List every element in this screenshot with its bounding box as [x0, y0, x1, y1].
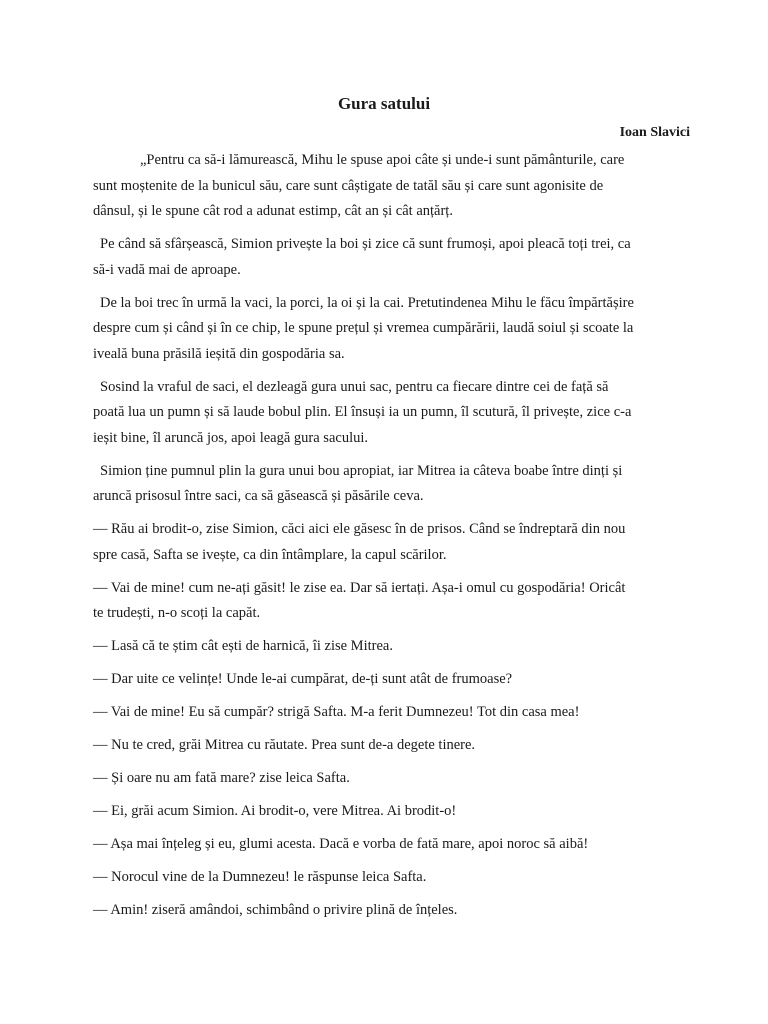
- text-line: — Vai de mine! Eu să cumpăr? strigă Safta. M-a ferit Dumnezeu! Tot din casa mea!: [93, 704, 580, 720]
- paragraph: [93, 375, 678, 452]
- text-line: spre casă, Safta se ivește, ca din întâmplare, la capul scărilor.: [93, 546, 447, 563]
- text-line: — Lasă că te știm cât ești de harnică, îi zise Mitrea.: [93, 638, 393, 654]
- text-line: sunt moștenite de la bunicul său, care sunt câștigate de tatăl său și care sunt agonisite de: [93, 177, 604, 194]
- dialogue-line: [93, 634, 678, 660]
- text-line: ieșit bine, îl aruncă jos, apoi leagă gura sacului.: [93, 429, 369, 446]
- text-line: poată lua un pumn și să laude bobul plin. El însuși ia un pumn, îl scutură, îl privește, zice c-a: [93, 404, 632, 420]
- dialogue-line: [93, 766, 678, 792]
- text-line: dânsul, și le spune cât rod a adunat estimp, cât an și cât anțărț.: [93, 203, 453, 219]
- document-body: [93, 148, 678, 931]
- text-line: — Dar uite ce velințe! Unde le-ai cumpărat, de-ți sunt atât de frumoase?: [93, 671, 513, 687]
- text-line: aruncă prisosul între saci, ca să găsească și păsările ceva.: [93, 488, 424, 504]
- document-title: Gura satului: [337, 94, 431, 113]
- text-line: — Vai de mine! cum ne-ați găsit! le zise ea. Dar să iertați. Așa-i omul cu gospodăria! Oricât: [93, 579, 626, 596]
- text-line: iveală buna prăsilă ieșită din gospodăria sa.: [93, 345, 345, 362]
- dialogue-line: [93, 799, 678, 825]
- text-line: — Ei, grăi acum Simion. Ai brodit-o, vere Mitrea. Ai brodit-o!: [93, 803, 457, 819]
- paragraph: [93, 232, 678, 283]
- text-line: despre cum și când și în ce chip, le spune prețul și vremea cumpărării, laudă soiul și scoate la: [93, 320, 634, 336]
- dialogue-line: [93, 832, 678, 858]
- dialogue-paragraph: [93, 517, 678, 568]
- text-line: — Norocul vine de la Dumnezeu! le răspunse leica Safta.: [93, 869, 427, 885]
- paragraph: [93, 291, 678, 368]
- text-line: Sosind la vraful de saci, el dezleagă gura unui sac, pentru ca fiecare dintre cei de față să: [100, 378, 609, 395]
- text-line: „Pentru ca să-i lămurească, Mihu le spuse apoi câte și unde-i sunt pământurile, care: [140, 152, 625, 168]
- text-line: să-i vadă mai de aproape.: [93, 261, 241, 278]
- text-line: — Amin! ziseră amândoi, schimbând o privire plină de înțeles.: [93, 902, 458, 918]
- text-line: te trudești, n-o scoți la capăt.: [93, 605, 261, 621]
- document-author: Ioan Slavici: [619, 125, 690, 140]
- dialogue-paragraph: [93, 576, 678, 627]
- text-line: — Nu te cred, grăi Mitrea cu răutate. Prea sunt de-a degete tinere.: [93, 737, 476, 753]
- text-line: Simion ține pumnul plin la gura unui bou apropiat, iar Mitrea ia câteva boabe între dinți și: [100, 462, 623, 479]
- text-line: Pe când să sfârșească, Simion privește la boi și zice că sunt frumoși, apoi pleacă toți trei, ca: [100, 236, 631, 252]
- dialogue-line: [93, 700, 678, 726]
- text-line: — Și oare nu am fată mare? zise leica Safta.: [93, 770, 350, 786]
- dialogue-line: [93, 898, 678, 924]
- dialogue-line: [93, 667, 678, 693]
- text-line: De la boi trec în urmă la vaci, la porci, la oi și la cai. Pretutindenea Mihu le făcu împărtășire: [100, 294, 634, 311]
- text-line: — Rău ai brodit-o, zise Simion, căci aici ele găsesc în de prisos. Când se îndreptară din nou: [93, 521, 626, 537]
- text-line: — Așa mai înțeleg și eu, glumi acesta. Dacă e vorba de fată mare, apoi noroc să aibă!: [93, 836, 589, 852]
- paragraph: [93, 459, 678, 510]
- dialogue-line: [93, 733, 678, 759]
- dialogue-line: [93, 865, 678, 891]
- paragraph: [93, 148, 678, 225]
